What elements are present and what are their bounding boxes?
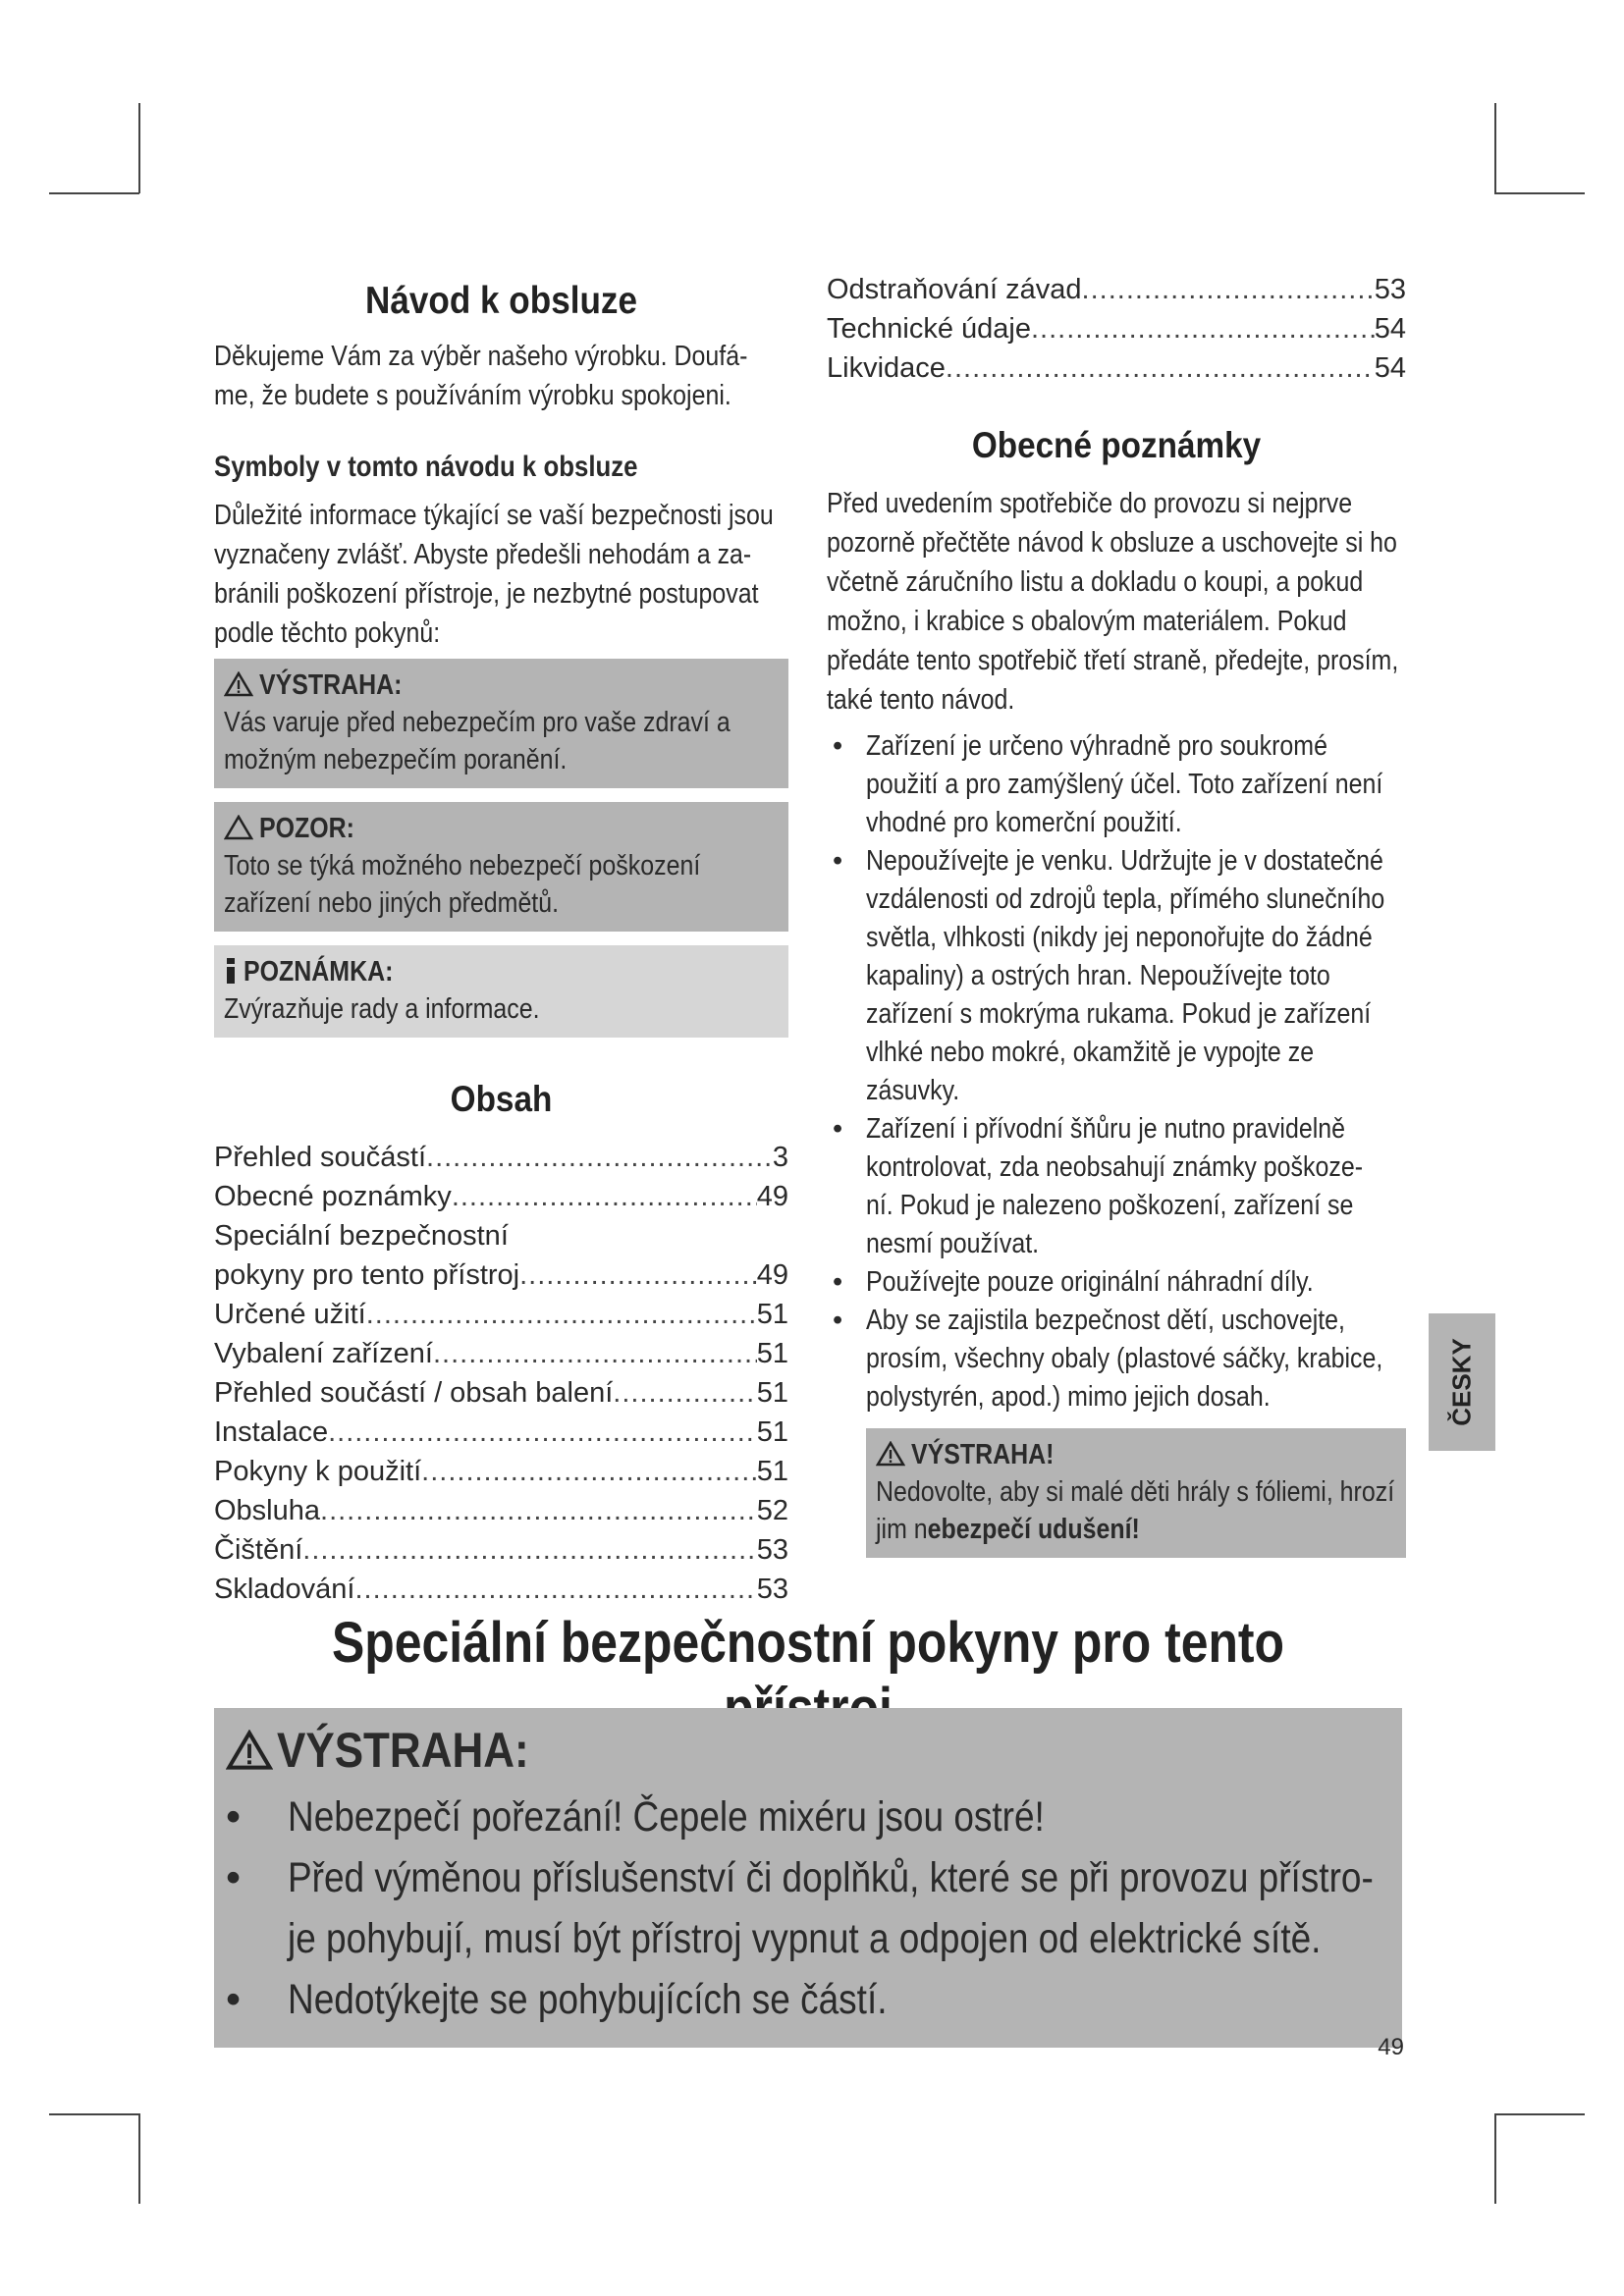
crop-mark	[138, 103, 140, 193]
crop-mark	[49, 192, 139, 194]
table-of-contents-continued	[827, 270, 1406, 388]
symbols-text: Důležité informace týkající se vaší bezpečnosti jsou vyznačeny zvlášť. Abyste předešli nehodám a za-bránili poškození přístroje, je nezbytné postupovat podle těchto pokynů:	[214, 500, 774, 649]
special-bullets	[214, 1787, 1402, 2030]
crop-mark	[49, 2113, 139, 2115]
warning-text: Vás varuje před nebezpečím pro vaše zdraví a možným nebezpečím poranění.	[224, 707, 731, 775]
general-heading: Obecné poznámky	[971, 425, 1262, 465]
crop-mark	[1494, 2113, 1585, 2115]
note-box	[214, 945, 788, 1038]
toc-item[interactable]: Pokyny k použití ..... 51	[214, 1452, 788, 1491]
toc-item[interactable]: Technické údaje ..... 54	[827, 309, 1406, 348]
list-item: • Zařízení je určeno výhradně pro soukromé použití a pro zamýšlený účel. Toto zařízení není vhodné pro komerční použití.	[827, 727, 1406, 842]
caution-triangle-icon	[224, 815, 253, 840]
list-item: • Nepoužívejte je venku. Udržujte je v dostatečné vzdálenosti od zdrojů tepla, přímého slunečního světla, vlhkosti (nikdy jej neponořujte do žádné kapaliny) a ostrých hran. Nepoužívejte toto zařízení s mokrýma rukama. Pokud je zařízení vlhké nebo mokré, okamžitě je vypojte ze zásuvky.	[827, 842, 1406, 1110]
warning-text: Nedovolte, aby si malé děti hrály s fóliemi, hrozí jim nebezpečí udušení!	[876, 1476, 1395, 1545]
right-column	[827, 270, 1406, 1558]
note-text: Zvýrazňuje rady a informace.	[224, 993, 540, 1025]
list-item: • Nedotýkejte se pohybujících se částí.	[214, 1969, 1402, 2030]
symbols-heading: Symboly v tomto návodu k obsluze	[214, 451, 638, 483]
list-item: • Před výměnou příslušenství či doplňků, které se při provozu přístro-je pohybují, musí být přístroj vypnut a odpojen od elektrické sítě.	[214, 1847, 1402, 1969]
toc-item[interactable]: Speciální bezpečnostní	[214, 1220, 509, 1252]
document-title: Návod k obsluze	[365, 280, 637, 322]
toc-item[interactable]: Vybalení zařízení ..... 51	[214, 1334, 788, 1373]
warning-label: VÝSTRAHA:	[259, 669, 403, 701]
general-bullets	[827, 727, 1406, 1416]
intro-text: Děkujeme Vám za výběr našeho výrobku. Doufá-me, že budete s používáním výrobku spokojeni.	[214, 341, 748, 411]
warning-box-children	[866, 1428, 1406, 1558]
toc-item[interactable]: pokyny pro tento přístroj ..... 49	[214, 1255, 788, 1295]
general-text: Před uvedením spotřebiče do provozu si nejprve pozorně přečtěte návod k obsluze a uschovejte si ho včetně záručního listu a dokladu o koupi, a pokud možno, i krabice s obalovým materiálem. Pokud předáte tento spotřebič třetí straně, předejte, prosím, také tento návod.	[827, 488, 1399, 716]
list-item: • Nebezpečí pořezání! Čepele mixéru jsou ostré!	[214, 1787, 1402, 1847]
warning-triangle-icon	[224, 671, 253, 697]
crop-mark	[1494, 103, 1496, 193]
toc-item[interactable]: Skladování ..... 53	[214, 1570, 788, 1609]
toc-item[interactable]: Instalace ..... 51	[214, 1413, 788, 1452]
note-label: POZNÁMKA:	[244, 956, 394, 988]
crop-mark	[1494, 2113, 1496, 2204]
toc-item[interactable]: Obecné poznámky ..... 49	[214, 1177, 788, 1216]
crop-mark	[138, 2113, 140, 2204]
caution-label: POZOR:	[259, 813, 354, 844]
list-item: • Zařízení i přívodní šňůru je nutno pravidelně kontrolovat, zda neobsahují známky poškoze-ní. Pokud je nalezeno poškození, zařízení se nesmí používat.	[827, 1110, 1406, 1263]
warning-triangle-icon	[226, 1730, 273, 1771]
language-side-tab: ČESKY	[1429, 1313, 1495, 1451]
page-number: 49	[1378, 2034, 1404, 2060]
list-item: • Používejte pouze originální náhradní díly.	[827, 1263, 1406, 1302]
warning-box	[214, 659, 788, 788]
info-icon	[224, 958, 238, 984]
toc-item[interactable]: Přehled součástí ..... 3	[214, 1138, 788, 1177]
caution-text: Toto se týká možného nebezpečí poškození zařízení nebo jiných předmětů.	[224, 850, 701, 919]
toc-item[interactable]: Likvidace ..... 54	[827, 348, 1406, 388]
warning-triangle-icon	[876, 1441, 905, 1467]
toc-item[interactable]: Čištění ..... 53	[214, 1530, 788, 1570]
toc-heading: Obsah	[450, 1079, 553, 1119]
special-heading: Speciální bezpečnostní pokyny pro tento	[331, 1611, 1285, 1675]
special-warning-box	[214, 1708, 1402, 2048]
left-column	[214, 270, 788, 1609]
table-of-contents	[214, 1138, 788, 1609]
toc-item[interactable]: Obsluha ..... 52	[214, 1491, 788, 1530]
special-warning-label: VÝSTRAHA:	[277, 1723, 529, 1778]
crop-mark	[1494, 192, 1585, 194]
caution-box	[214, 802, 788, 932]
toc-item[interactable]: Odstraňování závad ..... 53	[827, 270, 1406, 309]
warning-label: VÝSTRAHA!	[911, 1439, 1055, 1470]
toc-item[interactable]: Určené užití ..... 51	[214, 1295, 788, 1334]
list-item: • Aby se zajistila bezpečnost dětí, uschovejte, prosím, všechny obaly (plastové sáčky, krabice, polystyrén, apod.) mimo jejich dosah.	[827, 1302, 1406, 1416]
toc-item[interactable]: Přehled součástí / obsah balení ..... 51	[214, 1373, 788, 1413]
